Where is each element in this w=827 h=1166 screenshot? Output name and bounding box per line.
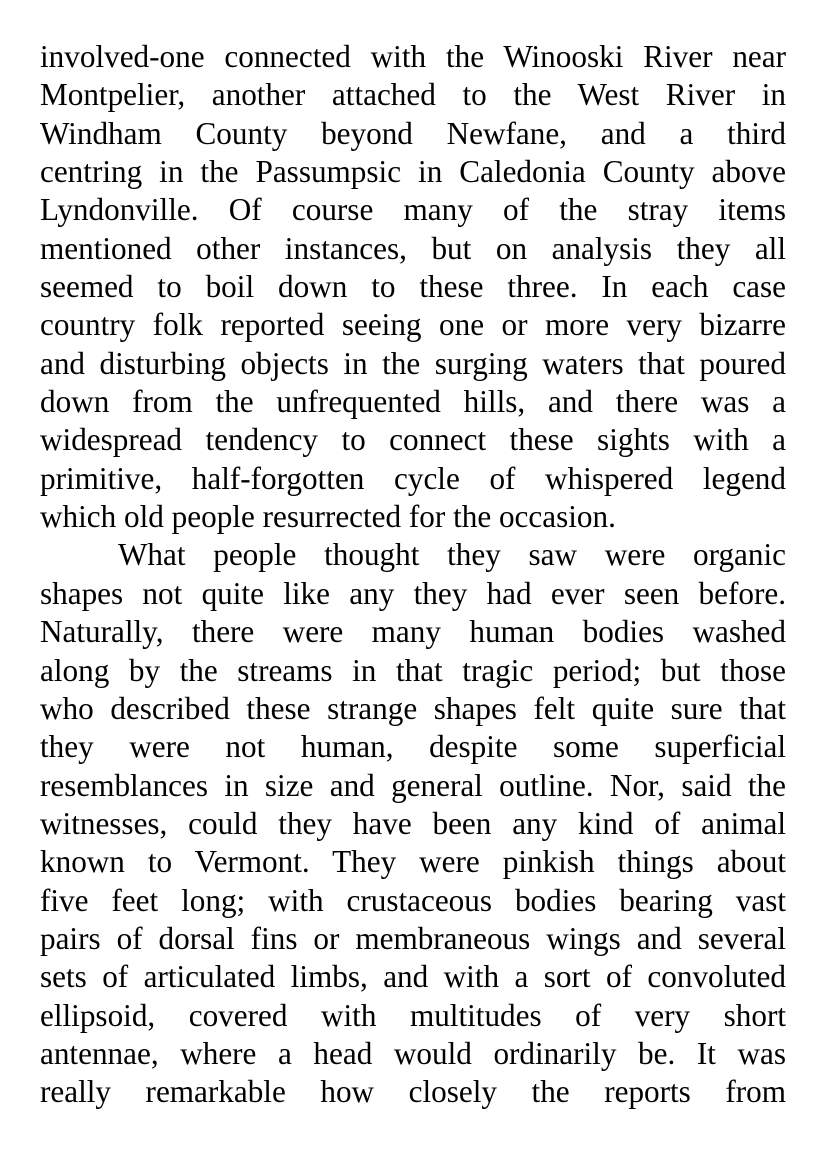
- paragraph-2: [40, 536, 786, 1111]
- text-line: resemblances in size and general outline. Nor, said the: [40, 767, 786, 803]
- text-line: country folk reported seeing one or more very bizarre: [40, 307, 786, 343]
- text-line: and disturbing objects in the surging waters that poured: [40, 345, 786, 381]
- text-line: centring in the Passumpsic in Caledonia County above: [40, 154, 786, 190]
- text-line: really remarkable how closely the reports from: [40, 1074, 786, 1110]
- text-line: seemed to boil down to these three. In each case: [40, 269, 786, 305]
- text-line: What people thought they saw were organic: [118, 537, 786, 573]
- text-line: pairs of dorsal fins or membraneous wings and several: [40, 920, 786, 956]
- text-line: shapes not quite like any they had ever seen before.: [40, 575, 786, 611]
- text-line: down from the unfrequented hills, and there was a: [40, 384, 786, 420]
- text-line: Lyndonville. Of course many of the stray items: [40, 192, 786, 228]
- text-line: which old people resurrected for the occasion.: [40, 499, 616, 535]
- text-line: witnesses, could they have been any kind of animal: [40, 805, 786, 841]
- paragraph-1: [40, 38, 786, 536]
- text-line: ellipsoid, covered with multitudes of very short: [40, 997, 786, 1033]
- text-line: along by the streams in that tragic period; but those: [40, 652, 786, 688]
- text-line: Windham County beyond Newfane, and a third: [40, 115, 786, 151]
- document-page: [40, 38, 786, 1112]
- text-line: sets of articulated limbs, and with a sort of convoluted: [40, 959, 786, 995]
- text-line: involved-one connected with the Winooski River near: [40, 39, 786, 74]
- text-line: known to Vermont. They were pinkish things about: [40, 844, 786, 880]
- text-line: primitive, half-forgotten cycle of whispered legend: [40, 460, 786, 496]
- text-line: Naturally, there were many human bodies washed: [40, 614, 786, 650]
- text-line: who described these strange shapes felt quite sure that: [40, 690, 786, 726]
- text-line: mentioned other instances, but on analysis they all: [40, 230, 786, 266]
- text-line: antennae, where a head would ordinarily be. It was: [40, 1035, 786, 1071]
- text-line: Montpelier, another attached to the West River in: [40, 77, 786, 113]
- text-line: they were not human, despite some superficial: [40, 729, 786, 765]
- text-line: five feet long; with crustaceous bodies bearing vast: [40, 882, 786, 918]
- text-line: widespread tendency to connect these sights with a: [40, 422, 786, 458]
